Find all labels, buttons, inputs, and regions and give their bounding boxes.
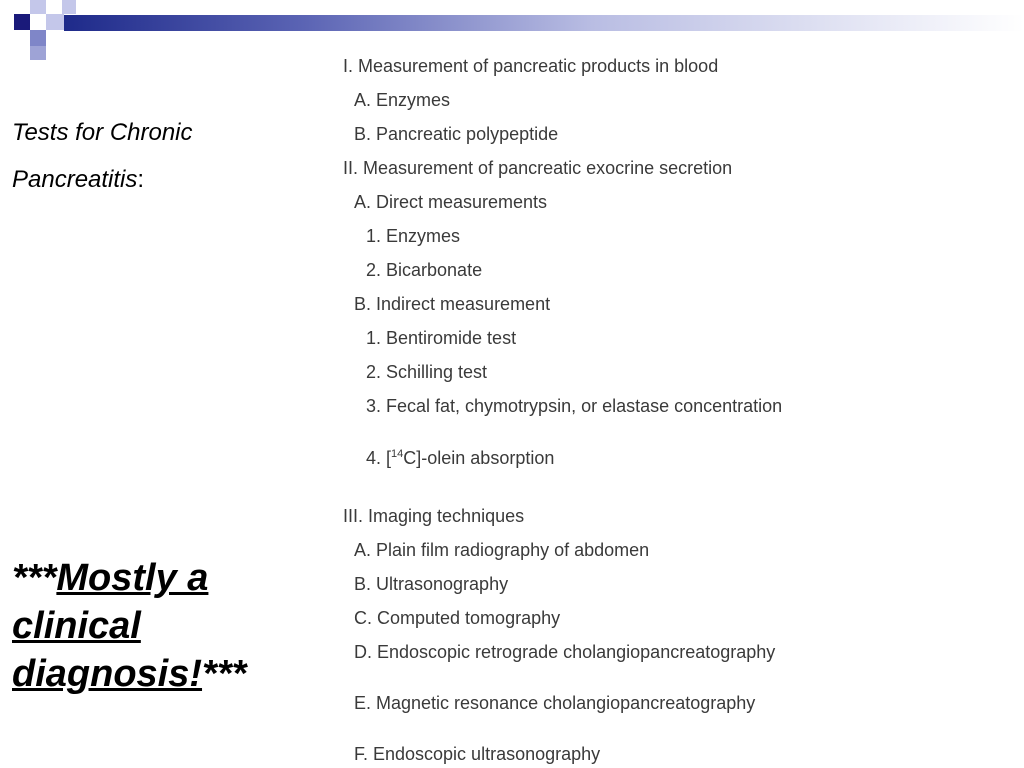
outline-item-3f: F. Endoscopic ultrasonography (354, 744, 601, 764)
outline-item-2a1: 1. Enzymes (366, 226, 461, 246)
outline-item-2b3: 3. Fecal fat, chymotrypsin, or elastase concentration (366, 396, 783, 416)
header-gradient-band (64, 15, 1024, 31)
deco-square (46, 14, 64, 30)
slide-title-line2 (12, 166, 144, 194)
outline-item-1a: A. Enzymes (354, 90, 451, 110)
outline-section-1: I. Measurement of pancreatic products in blood (343, 56, 719, 76)
clinical-diagnosis-emphasis (12, 554, 312, 698)
deco-square (30, 0, 46, 14)
emphasis-suffix: *** (202, 653, 247, 695)
deco-square (30, 30, 46, 46)
outline-item-2b2: 2. Schilling test (366, 362, 488, 382)
slide-title-colon: : (137, 166, 145, 193)
emphasis-line3: diagnosis! (12, 653, 203, 695)
emphasis-line1: Mostly a (56, 557, 209, 599)
outline-item-2b: B. Indirect measurement (354, 294, 551, 314)
deco-square (14, 14, 30, 30)
outline-item-2b1: 1. Bentiromide test (366, 328, 517, 348)
outline-item-2b4-prefix: 4. [ (366, 448, 392, 468)
slide-title-line1: Tests for Chronic (12, 119, 193, 146)
outline-item-3c: C. Computed tomography (354, 608, 561, 628)
outline-item-3e: E. Magnetic resonance cholangiopancreatography (354, 693, 756, 713)
outline-item-3b: B. Ultrasonography (354, 574, 509, 594)
header-decoration (0, 0, 1024, 62)
emphasis-prefix: *** (12, 557, 57, 599)
outline-item-2a: A. Direct measurements (354, 192, 548, 212)
deco-square (62, 0, 76, 14)
outline-item-2a2: 2. Bicarbonate (366, 260, 483, 280)
outline-section-2: II. Measurement of pancreatic exocrine secretion (343, 158, 733, 178)
outline-item-2b4-superscript: 14 (391, 448, 404, 460)
outline-section-3: III. Imaging techniques (343, 506, 525, 526)
outline-item-3d: D. Endoscopic retrograde cholangiopancreatography (354, 642, 776, 662)
outline-item-2b4 (366, 448, 554, 469)
deco-square (30, 46, 46, 60)
slide-title-main: Pancreatitis (12, 166, 138, 193)
outline-item-2b4-suffix: C]-olein absorption (403, 448, 555, 468)
outline-item-1b: B. Pancreatic polypeptide (354, 124, 559, 144)
outline-item-3a: A. Plain film radiography of abdomen (354, 540, 650, 560)
emphasis-line2: clinical (12, 605, 141, 647)
